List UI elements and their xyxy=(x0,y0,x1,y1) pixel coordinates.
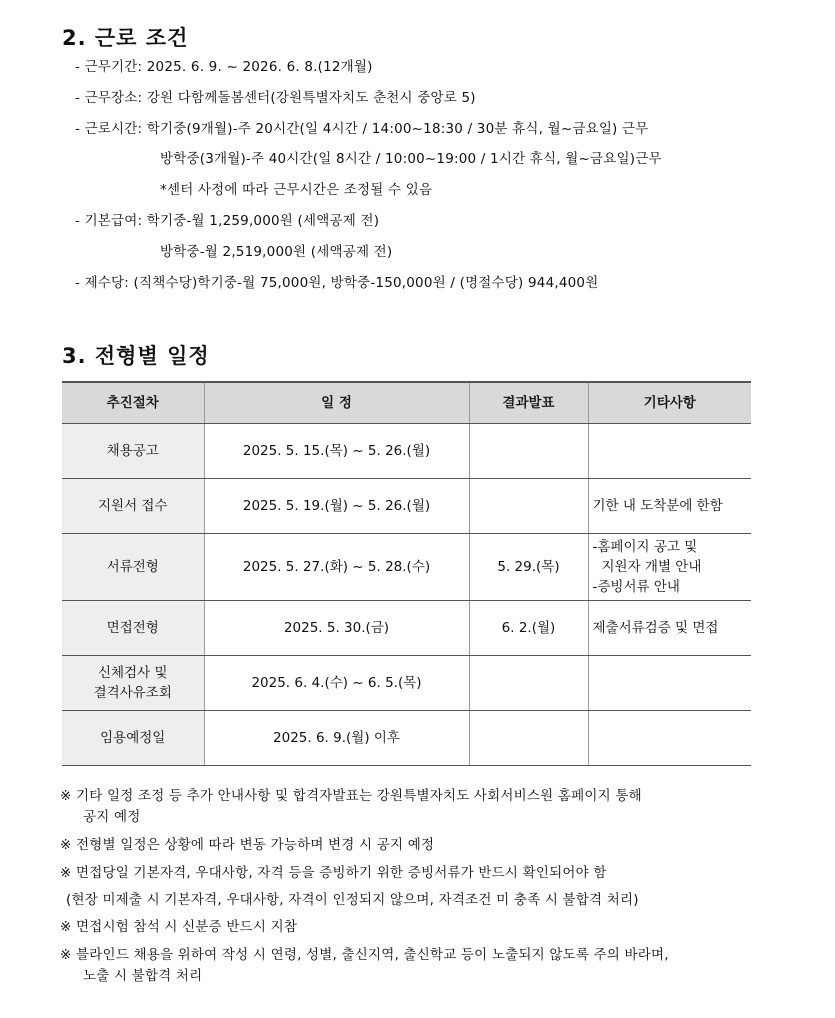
note-documents-required-detail: (현장 미제출 시 기본자격, 우대사항, 자격이 인정되지 않으며, 자격조건 미 충족 시 불합격 처리) xyxy=(66,892,639,908)
row-date: 2025. 5. 19.(월) ~ 5. 26.(월) xyxy=(204,479,469,534)
row-result: 6. 2.(월) xyxy=(469,601,588,656)
table-row xyxy=(62,424,751,479)
section-2-heading: 2. 근로 조건 xyxy=(62,26,189,50)
header-note: 기타사항 xyxy=(588,382,751,424)
work-hours-semester: - 근로시간: 학기중(9개월)-주 20시간(일 4시간 / 14:00~18:30 / 30분 휴식, 월~금요일) 근무 xyxy=(75,121,649,137)
note-schedule-announcement: ※ 기타 일정 조정 등 추가 안내사항 및 합격자발표는 강원특별자치도 사회서비스원 홈페이지 통해 xyxy=(60,788,642,804)
work-hours-vacation: 방학중(3개월)-주 40시간(일 8시간 / 10:00~19:00 / 1시간 휴식, 월~금요일)근무 xyxy=(160,151,662,167)
step-line: 신체검사 및 xyxy=(98,665,168,681)
header-step: 추진절차 xyxy=(62,382,204,424)
note-blind-hiring-cont: 노출 시 불합격 처리 xyxy=(83,968,203,984)
row-note: 기한 내 도착분에 한함 xyxy=(588,479,751,534)
row-note xyxy=(588,424,751,479)
note-line: -홈페이지 공고 및 xyxy=(592,539,698,555)
note-line: 지원자 개별 안내 xyxy=(601,559,702,575)
row-step xyxy=(62,656,204,711)
table-row xyxy=(62,534,751,601)
note-blind-hiring: ※ 블라인드 채용을 위하여 작성 시 연령, 성별, 출신지역, 출신학교 등이 노출되지 않도록 주의 바라며, xyxy=(60,947,669,963)
row-note: 제출서류검증 및 면접 xyxy=(588,601,751,656)
table-row xyxy=(62,601,751,656)
note-schedule-announcement-cont: 공지 예정 xyxy=(83,809,141,825)
allowances: - 제수당: (직책수당)학기중-월 75,000원, 방학중-150,000원 / (명절수당) 944,400원 xyxy=(75,275,599,291)
row-date: 2025. 5. 27.(화) ~ 5. 28.(수) xyxy=(204,534,469,601)
row-date: 2025. 6. 9.(월) 이후 xyxy=(204,711,469,766)
table-row xyxy=(62,479,751,534)
work-period: - 근무기간: 2025. 6. 9. ~ 2026. 6. 8.(12개월) xyxy=(75,59,373,75)
note-id-required: ※ 면접시험 참석 시 신분증 반드시 지참 xyxy=(60,919,298,935)
row-step: 면접전형 xyxy=(62,601,204,656)
row-note xyxy=(588,534,751,601)
row-step: 지원서 접수 xyxy=(62,479,204,534)
row-date: 2025. 5. 30.(금) xyxy=(204,601,469,656)
row-result xyxy=(469,424,588,479)
note-documents-required: ※ 면접당일 기본자격, 우대사항, 자격 등을 증빙하기 위한 증빙서류가 반드시 확인되어야 함 xyxy=(60,865,607,881)
table-row xyxy=(62,711,751,766)
row-step: 서류전형 xyxy=(62,534,204,601)
row-note xyxy=(588,711,751,766)
step-line: 결격사유조회 xyxy=(93,685,172,701)
row-note xyxy=(588,656,751,711)
row-result: 5. 29.(목) xyxy=(469,534,588,601)
note-line: -증빙서류 안내 xyxy=(592,579,680,595)
header-result: 결과발표 xyxy=(469,382,588,424)
base-salary-semester: - 기본급여: 학기중-월 1,259,000원 (세액공제 전) xyxy=(75,213,380,229)
schedule-table xyxy=(62,381,751,766)
row-step: 채용공고 xyxy=(62,424,204,479)
row-result xyxy=(469,656,588,711)
table-row xyxy=(62,656,751,711)
note-schedule-change: ※ 전형별 일정은 상황에 따라 변동 가능하며 변경 시 공지 예정 xyxy=(60,837,435,853)
row-date: 2025. 5. 15.(목) ~ 5. 26.(월) xyxy=(204,424,469,479)
header-date: 일 정 xyxy=(204,382,469,424)
row-date: 2025. 6. 4.(수) ~ 6. 5.(목) xyxy=(204,656,469,711)
section-3-heading: 3. 전형별 일정 xyxy=(62,344,210,368)
table-header-row xyxy=(62,382,751,424)
work-hours-note: *센터 사정에 따라 근무시간은 조정될 수 있음 xyxy=(160,182,433,198)
row-result xyxy=(469,479,588,534)
row-step: 임용예정일 xyxy=(62,711,204,766)
row-result xyxy=(469,711,588,766)
work-location: - 근무장소: 강원 다함께돌봄센터(강원특별자치도 춘천시 중앙로 5) xyxy=(75,90,476,106)
base-salary-vacation: 방학중-월 2,519,000원 (세액공제 전) xyxy=(160,244,393,260)
